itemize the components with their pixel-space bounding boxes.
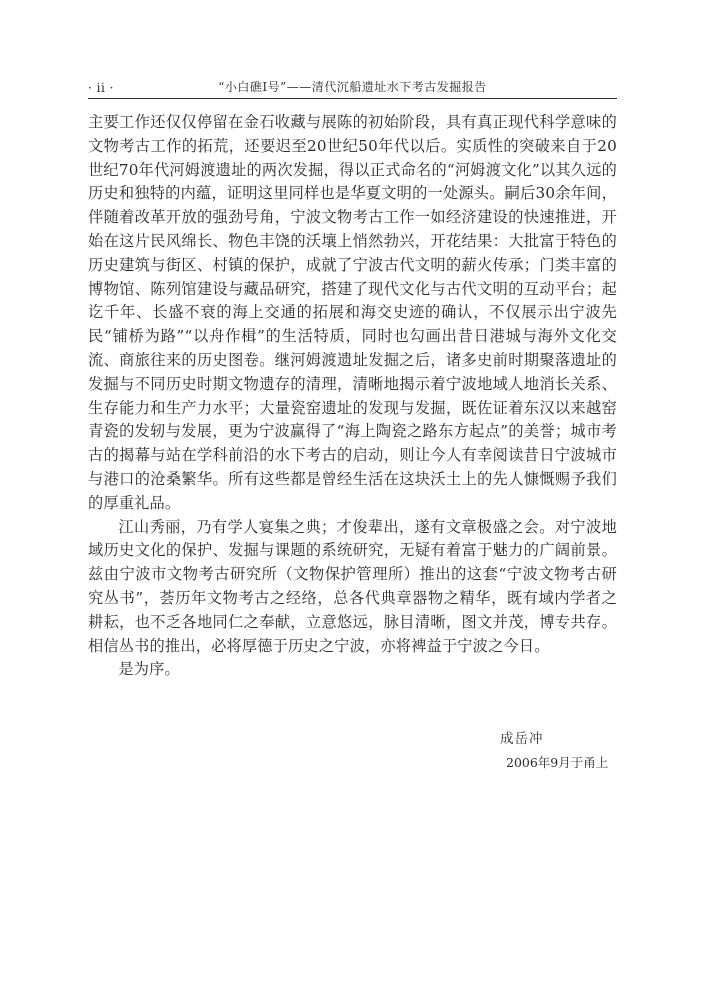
page-number: · ii · bbox=[88, 81, 114, 95]
paragraph-closing: 是为序。 bbox=[118, 660, 180, 679]
header-rule bbox=[88, 98, 617, 99]
paragraph: 江山秀丽，乃有学人宴集之典；才俊辈出，遂有文章极盛之会。对宁波地域历史文化的保护、发掘与课题的系统研究，无疑有着富于魅力的广阔前景。兹由宁波市文物考古研究所（文物保护管理所）推出的这套“宁波文物考古研究丛书”，荟历年文物考古之经络，总各代典章器物之精华，既有域内学者之耕耘，也不乏各地同仁之奉献，立意悠远，脉目清晰，图文并茂，博专共存。相信丛书的推出，必将厚德于历史之宁波，亦将裨益于宁波之今日。 bbox=[88, 517, 617, 655]
running-title: “小白礁Ⅰ号”——清代沉船遗址水下考古发掘报告 bbox=[218, 80, 487, 94]
body-text bbox=[88, 111, 617, 682]
author-signature: 成岳冲 bbox=[500, 731, 544, 747]
date-line: 2006年9月于甬上 bbox=[506, 755, 609, 770]
paragraph-continued: 主要工作还仅仅停留在金石收藏与展陈的初始阶段，具有真正现代科学意味的文物考古工作的拓荒，还要迟至20世纪50年代以后。实质性的突破来自于20世纪70年代河姆渡遗址的两次发掘，得以正式命名的“河姆渡文化”以其久远的历史和独特的内蕴，证明这里同样也是华夏文明的一处源头。嗣后30余年间，伴随着改革开放的强劲号角，宁波文物考古工作一如经济建设的快速推进，开始在这片民风绵长、物色丰饶的沃壤上悄然勃兴，开花结果：大批富于特色的历史建筑与街区、村镇的保护，成就了宁波古代文明的薪火传承；门类丰富的博物馆、陈列馆建设与藏品研究，搭建了现代文化与古代文明的互动平台；起讫千年、长盛不衰的海上交通的拓展和海交史迹的确认，不仅展示出宁波先民“铺桥为路”“以舟作楫”的生活特质，同时也勾画出昔日港城与海外文化交流、商旅往来的历史图卷。继河姆渡遗址发掘之后，诸多史前时期聚落遗址的发掘与不同历史时期文物遗存的清理，清晰地揭示着宁波地域人地消长关系、生存能力和生产力水平；大量瓷窑遗址的发现与发掘，既佐证着东汉以来越窑青瓷的发轫与发展，更为宁波赢得了“海上陶瓷之路东方起点”的美誉；城市考古的揭幕与站在学科前沿的水下考古的启动，则让今人有幸阅读昔日宁波城市与港口的沧桑繁华。所有这些都是曾经生活在这块沃土上的先人慷慨赐予我们的厚重礼品。 bbox=[88, 113, 617, 512]
running-header bbox=[88, 73, 617, 95]
